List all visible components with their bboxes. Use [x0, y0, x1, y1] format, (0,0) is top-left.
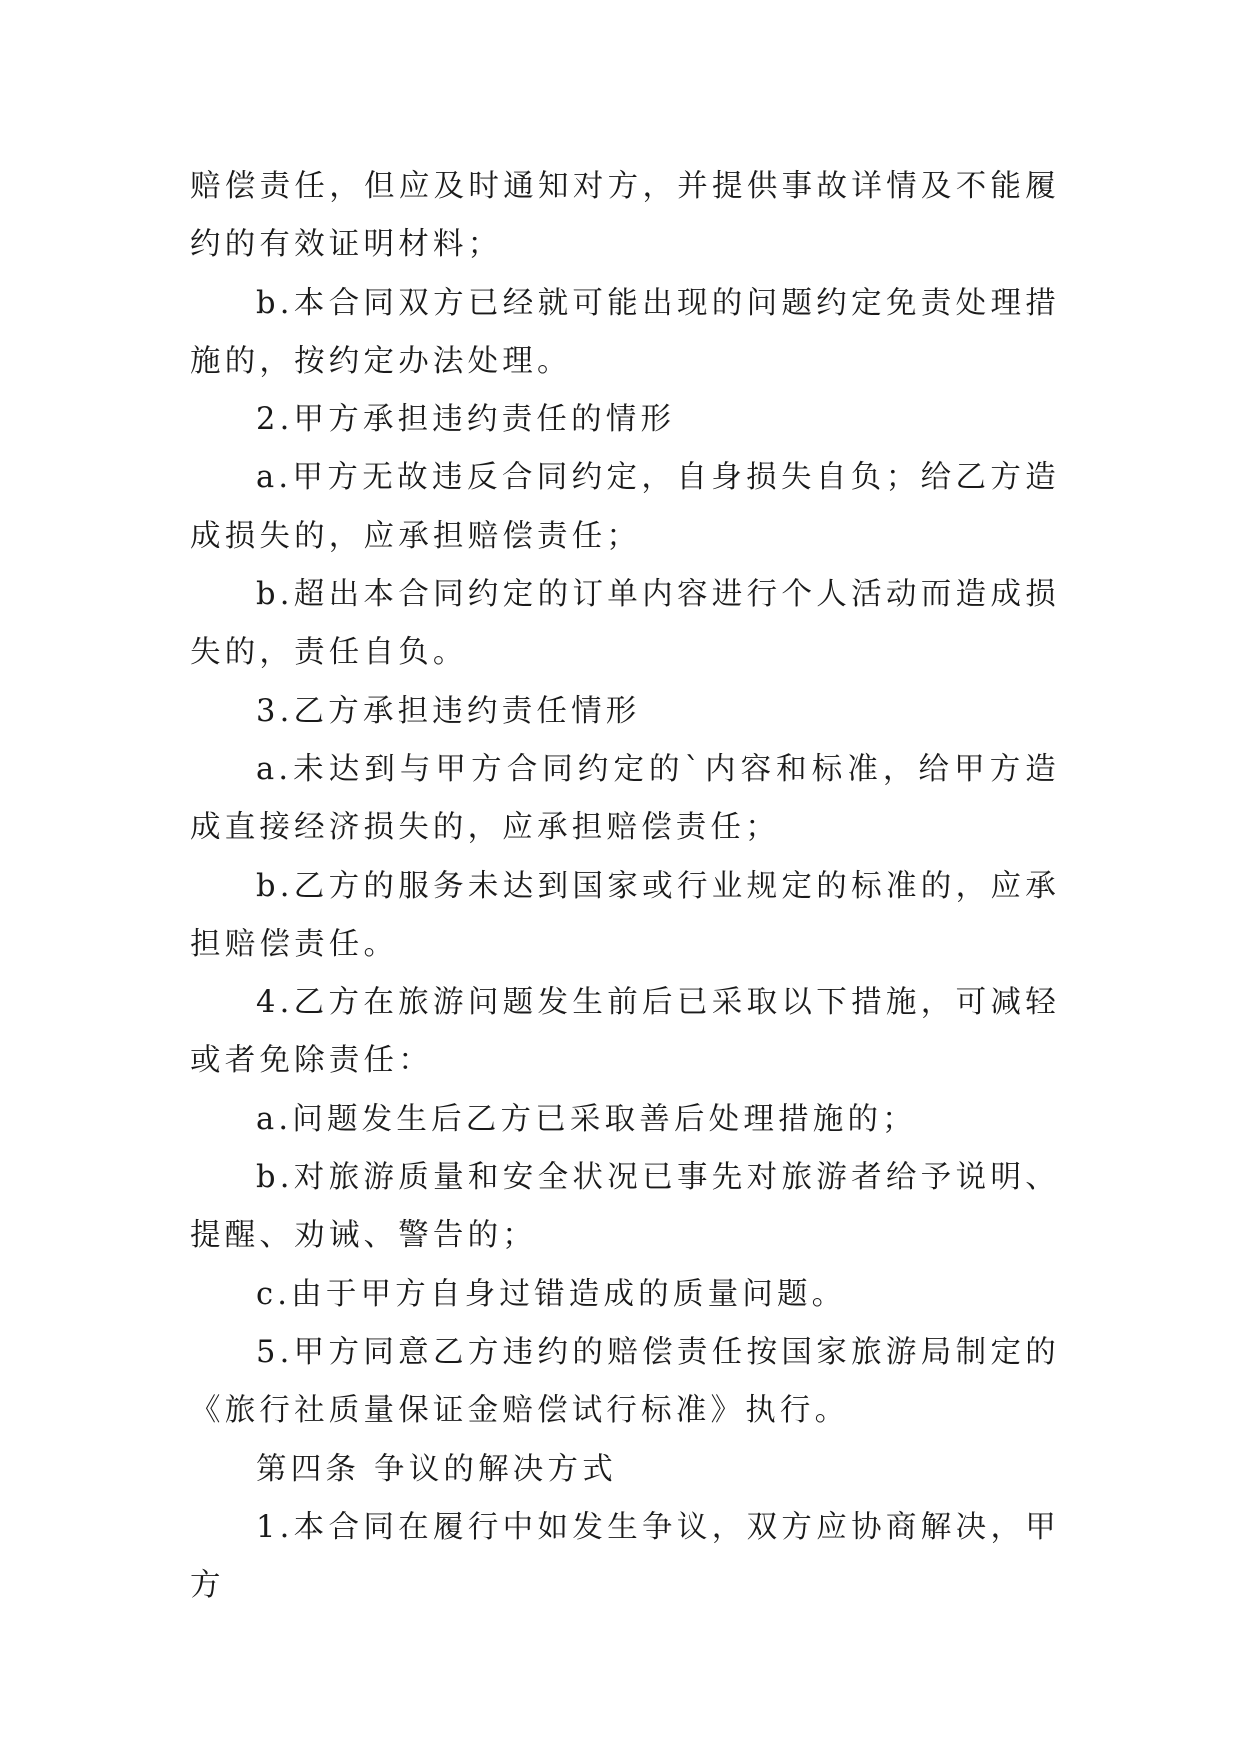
- paragraph-6: 3.乙方承担违约责任情形: [256, 693, 641, 729]
- paragraph-3: 2.甲方承担违约责任的情形: [256, 402, 676, 438]
- contract-body-text: [190, 158, 1060, 1615]
- paragraph-11: b.对旅游质量和安全状况已事先对旅游者给予说明、提醒、劝诫、警告的；: [190, 1160, 1060, 1254]
- paragraph-8: b.乙方的服务未达到国家或行业规定的标准的，应承担赔偿责任。: [190, 868, 1060, 962]
- paragraph-5: b.超出本合同约定的订单内容进行个人活动而造成损失的，责任自负。: [190, 577, 1060, 671]
- paragraph-12: c.由于甲方自身过错造成的质量问题。: [256, 1276, 847, 1312]
- paragraph-10: a.问题发生后乙方已采取善后处理措施的；: [256, 1101, 917, 1137]
- paragraph-13: 5.甲方同意乙方违约的赔偿责任按国家旅游局制定的《旅行社质量保证金赔偿试行标准》执行。: [190, 1334, 1060, 1429]
- paragraph-7: a.未达到与甲方合同约定的`内容和标准，给甲方造成直接经济损失的，应承担赔偿责任；: [190, 751, 1060, 846]
- paragraph-4: a.甲方无故违反合同约定，自身损失自负；给乙方造成损失的，应承担赔偿责任；: [190, 460, 1060, 554]
- paragraph-9: 4.乙方在旅游问题发生前后已采取以下措施，可减轻或者免除责任：: [190, 985, 1060, 1079]
- paragraph-15: 1.本合同在履行中如发生争议，双方应协商解决，甲方: [190, 1509, 1060, 1604]
- paragraph-2: b.本合同双方已经就可能出现的问题约定免责处理措施的，按约定办法处理。: [190, 285, 1060, 379]
- paragraph-1: 赔偿责任，但应及时通知对方，并提供事故详情及不能履约的有效证明材料；: [190, 169, 1060, 263]
- section-heading-article-4: 第四条 争议的解决方式: [256, 1451, 617, 1487]
